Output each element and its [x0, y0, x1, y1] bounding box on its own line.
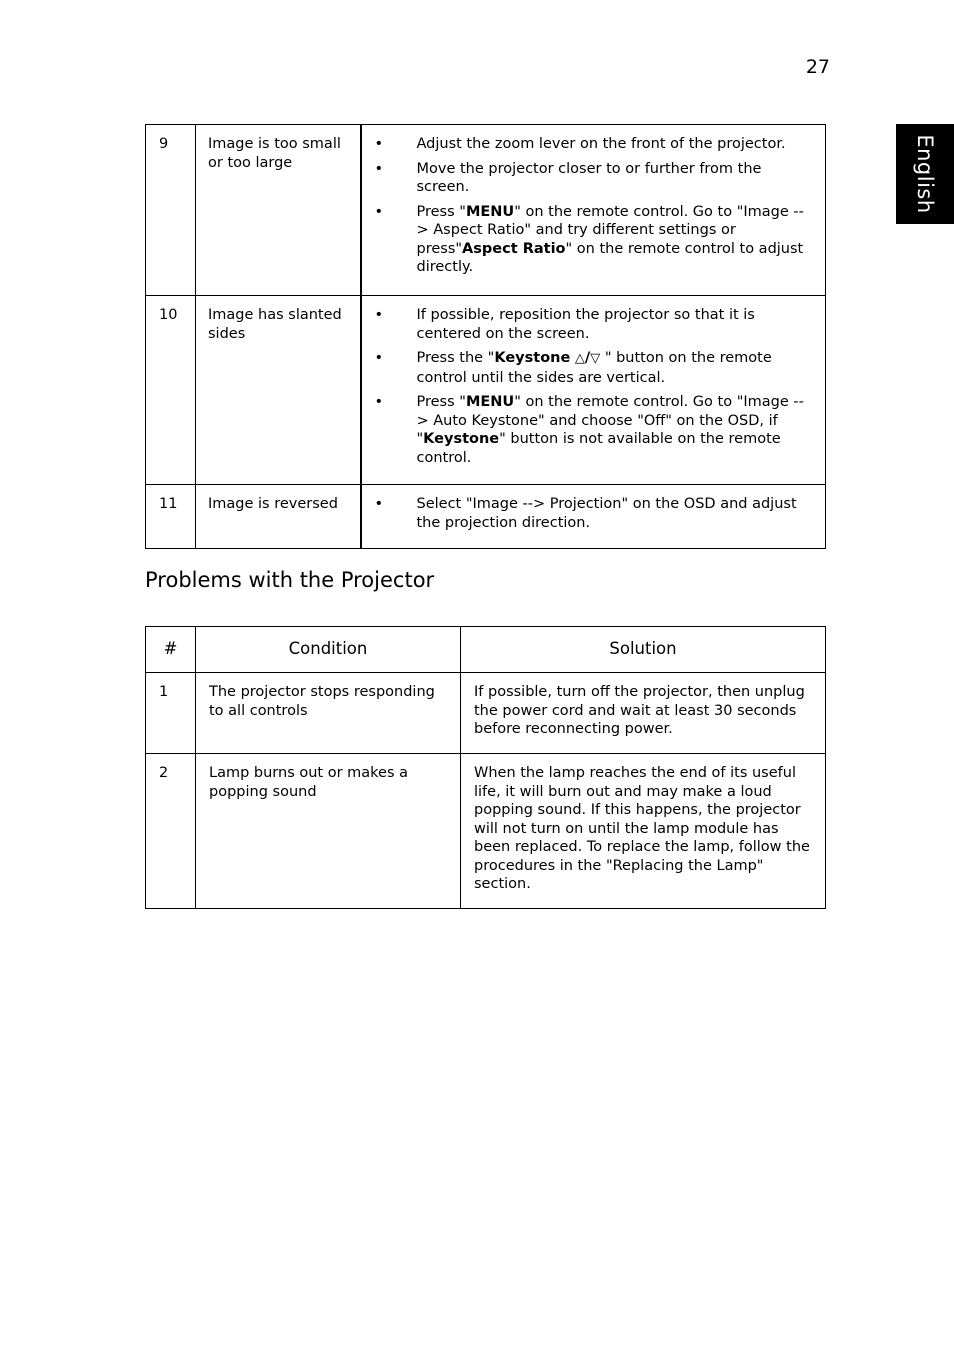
solution-cell: [361, 296, 826, 485]
row-number: 10: [146, 296, 196, 485]
header-condition: Condition: [196, 627, 461, 673]
solution-list: [374, 495, 816, 532]
condition-cell: Lamp burns out or makes a popping sound: [196, 754, 461, 909]
text: " on the remote control. Go to "Image --> Auto Keystone" and choose "Off" on the OSD, if ": [416, 394, 804, 447]
condition-cell: Image is too small or too large: [196, 125, 361, 296]
solution-item: [374, 203, 816, 277]
condition-cell: Image has slanted sides: [196, 296, 361, 485]
key-keystone: Keystone: [423, 431, 500, 447]
keystone-down-icon: ▽: [590, 351, 601, 366]
troubleshooting-table-projector: [145, 626, 826, 909]
language-tab-label: English: [913, 134, 937, 214]
text: Press ": [416, 203, 466, 220]
solution-item: • Select "Image --> Projection" on the OSD and adjust the projection direction.: [374, 495, 816, 532]
condition-cell: Image is reversed: [196, 485, 361, 549]
table-row: [146, 673, 826, 754]
text: " on the remote control. Go to "Image --> Aspect Ratio" and try different settings or press": [416, 203, 804, 257]
solution-item: • Move the projector closer to or further from the screen.: [374, 160, 816, 197]
solution-cell: If possible, turn off the projector, then unplug the power cord and wait at least 30 seconds before reconnecting power.: [461, 673, 826, 754]
troubleshooting-table-image: [145, 124, 826, 549]
text: " on the remote control to adjust directly.: [416, 240, 804, 275]
page-number: 27: [805, 56, 830, 78]
header-solution: Solution: [461, 627, 826, 673]
row-number: 9: [146, 125, 196, 296]
table-row: [146, 125, 826, 296]
table-row: [146, 485, 826, 549]
key-menu: MENU: [465, 203, 515, 220]
table-row: [146, 296, 826, 485]
text: Press the ": [416, 350, 495, 366]
solution-list: [374, 135, 816, 277]
text: Press ": [416, 394, 466, 410]
solution-cell: When the lamp reaches the end of its useful life, it will burn out and may make a loud popping sound. If this happens, the projector will not turn on until the lamp module has been replaced. To replace the lamp, follow the procedures in the "Replacing the Lamp" section.: [461, 754, 826, 909]
row-number: 11: [146, 485, 196, 549]
condition-cell: The projector stops responding to all controls: [196, 673, 461, 754]
keystone-up-icon: △: [574, 351, 585, 366]
row-number: 1: [146, 673, 196, 754]
solution-item: • Adjust the zoom lever on the front of the projector.: [374, 135, 816, 154]
solution-item: [374, 349, 816, 387]
text: " button on the remote control until the sides are vertical.: [416, 350, 772, 386]
section-heading: Problems with the Projector: [145, 568, 435, 592]
key-aspect-ratio: Aspect Ratio: [462, 240, 566, 257]
table-row: [146, 754, 826, 909]
solution-item: • If possible, reposition the projector so that it is centered on the screen.: [374, 306, 816, 343]
key-menu: MENU: [465, 394, 515, 410]
text: " button is not available on the remote control.: [416, 431, 781, 466]
row-number: 2: [146, 754, 196, 909]
language-tab: [896, 124, 954, 224]
solution-list: [374, 306, 816, 467]
table-header-row: [146, 627, 826, 673]
solution-item: [374, 393, 816, 467]
solution-cell: [361, 125, 826, 296]
header-number: #: [146, 627, 196, 673]
slash: /: [584, 350, 591, 366]
key-keystone: Keystone: [494, 350, 571, 366]
solution-cell: [361, 485, 826, 549]
